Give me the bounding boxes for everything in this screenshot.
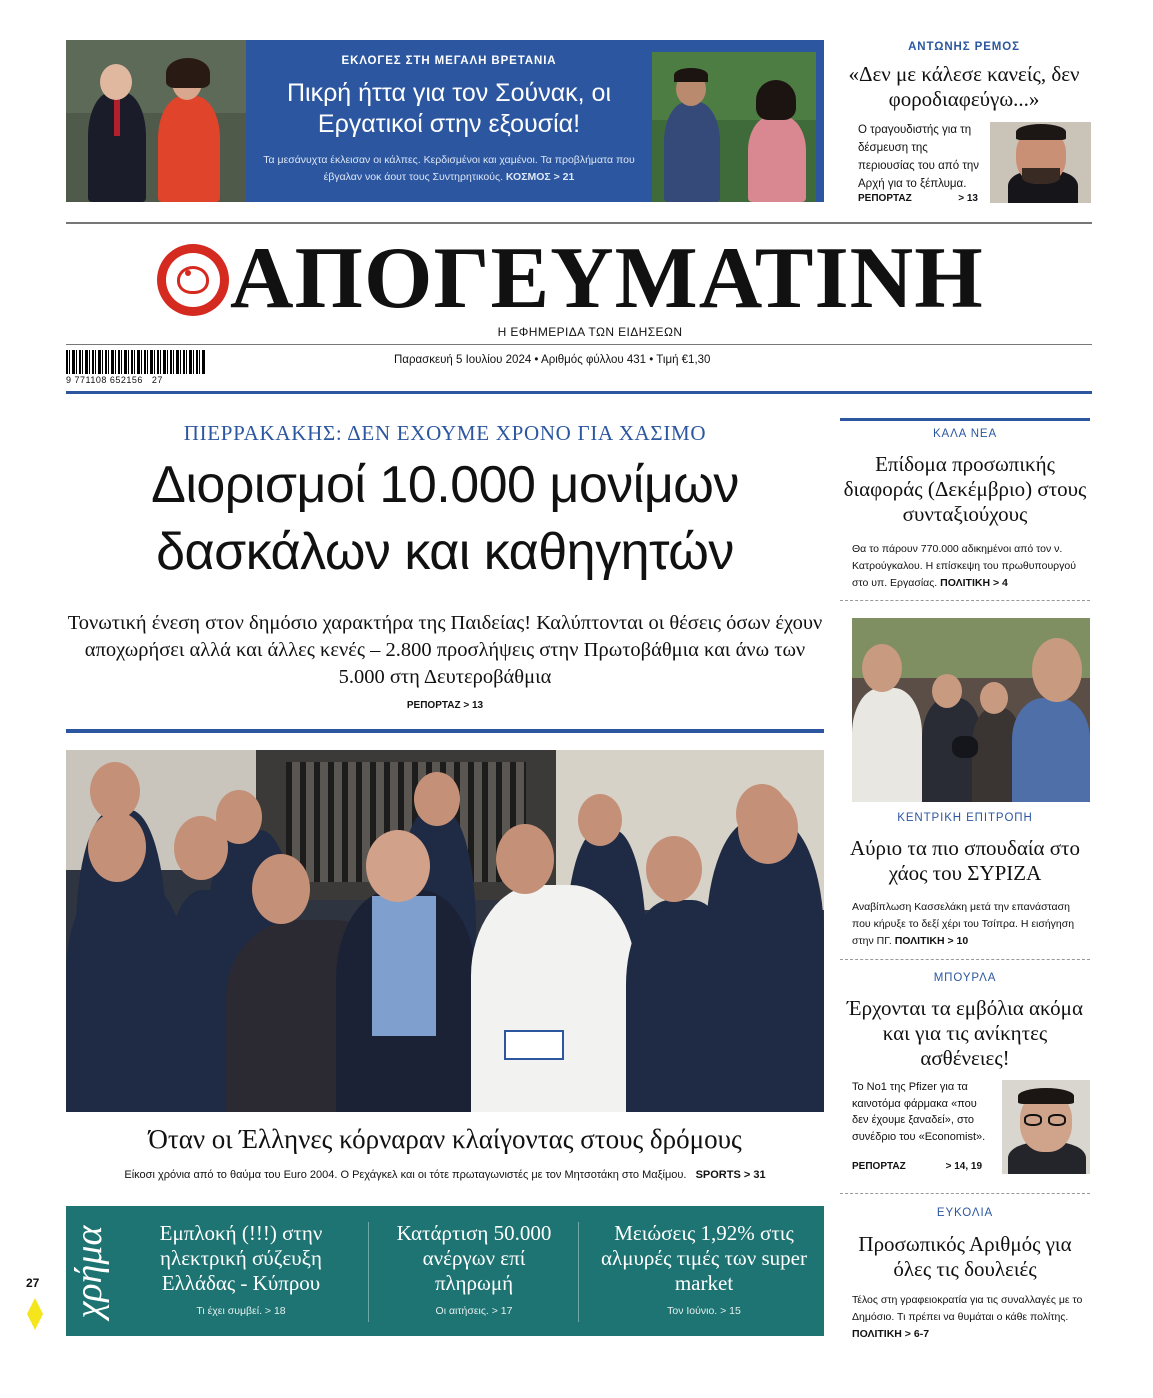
money-divider [368,1222,369,1322]
top-divider [66,222,1092,224]
money-item-ref: Τι έχει συμβεί. > 18 [196,1305,286,1317]
bourla-portrait-photo [1002,1080,1090,1174]
eykolia-summary [852,1292,1090,1343]
uk-election-deck [252,152,646,186]
barcode-addon: 27 [151,375,163,385]
euro2004-deck [66,1169,824,1181]
kala-nea-ref[interactable]: ΠΟΛΙΤΙΚΗ > 4 [940,577,1008,589]
money-item-ref: Οι αιτήσεις. > 17 [435,1305,513,1317]
remos-ref-page: > 13 [958,193,978,204]
issue-info: Παρασκευή 5 Ιουλίου 2024 • Αριθμός φύλλου 431 • Τιμή €1,30 [394,354,711,366]
masthead-blue-rule [66,391,1092,394]
bourla-summary: Το Νο1 της Pfizer για τα καινοτόμα φάρμακα «που δεν έχουμε ξαναδεί», στο συνέδριο του «Economist». [852,1081,986,1143]
lead-divider [66,729,824,733]
uk-election-ref[interactable]: ΚΟΣΜΟΣ > 21 [505,171,575,183]
starmer-couple-photo [66,40,246,202]
lead-ref[interactable]: ΡΕΠΟΡΤΑΖ > 13 [406,700,484,711]
eykolia-text: Τέλος στη γραφειοκρατία για τις συναλλαγές με το Δημόσιο. Τι πρέπει να θυμάται ο κάθε πολίτης. [852,1294,1083,1323]
lead-headline[interactable]: Διορισμοί 10.000 μονίμων δασκάλων και καθηγητών [151,456,739,581]
money-item-title: Κατάρτιση 50.000 ανέργων επί πληρωμή [396,1221,552,1295]
money-label-text: χρήμα [68,1225,110,1319]
kala-nea-summary [852,541,1090,592]
syriza-ref[interactable]: ΠΟΛΙΤΙΚΗ > 10 [894,935,969,947]
syriza-summary [852,899,1090,950]
right-column-divider [840,1193,1090,1194]
uk-election-banner[interactable] [66,40,824,202]
bourla-ref[interactable] [852,1161,982,1172]
kala-nea-text: Θα το πάρουν 770.000 αδικημένοι από τον ν. Κατρούγκαλου. Η επίσκεψη του πρωθυπουργού στο υπ. Εργασίας. [852,543,1076,589]
page-number: 27 [26,1276,40,1290]
money-item-title: Εμπλοκή (!!!) στην ηλεκτρική σύζευξη Ελλάδας - Κύπρου [159,1221,323,1295]
uk-election-kicker: ΕΚΛΟΓΕΣ ΣΤΗ ΜΕΓΑΛΗ ΒΡΕΤΑΝΙΑ [341,55,557,67]
remos-headline[interactable]: «Δεν με κάλεσε κανείς, δεν φοροδιαφεύγω...» [848,62,1080,111]
bourla-kicker: ΜΠΟΥΡΛΑ [933,972,997,984]
masthead-divider [66,344,1092,345]
kala-nea-headline[interactable]: Επίδομα προσωπικής διαφοράς (Δεκέμβριο) στους συνταξιούχους [843,452,1087,526]
remos-portrait-photo [990,122,1091,203]
money-item-ref: Τον Ιούνιο. > 15 [667,1305,741,1317]
kasselakis-press-photo [852,618,1090,802]
sunak-couple-photo [652,52,816,202]
remos-ref[interactable] [858,193,978,204]
money-item[interactable] [126,1206,356,1336]
owl-logo-icon [157,244,229,316]
euro2004-headline[interactable]: Όταν οι Έλληνες κόρναραν κλαίγοντας στους δρόμους [148,1124,742,1154]
eykolia-kicker: ΕΥΚΟΛΙΑ [936,1207,994,1219]
money-divider [578,1222,579,1322]
uk-election-headline[interactable]: Πικρή ήττα για τον Σούνακ, οι Εργατικοί στην εξουσία! [286,79,612,138]
lead-deck: Τονωτική ένεση στον δημόσιο χαρακτήρα της Παιδείας! Καλύπτονται οι θέσεις όσων έχουν αποχωρήσει αλλά και άλλες κενές – 2.800 προσλήψεις στην Πρωτοβάθμια και άνω των 5.000 στη Δευτεροβάθμια [67,612,823,688]
bourla-ref-page: > 14, 19 [945,1161,982,1172]
eykolia-ref[interactable]: ΠΟΛΙΤΙΚΗ > 6-7 [852,1328,930,1340]
yellow-diamond-marker [27,1298,43,1330]
money-section [66,1206,824,1336]
barcode [66,350,206,386]
remos-summary: Ο τραγουδιστής για τη δέσμευση της περιουσίας του από την Αρχή για το ξέπλυμα. [858,124,980,190]
syriza-headline[interactable]: Αύριο τα πιο σπουδαία στο χάος του ΣΥΡΙΖΑ [849,836,1080,885]
money-item[interactable] [384,1206,564,1336]
uk-election-deck-text: Τα μεσάνυχτα έκλεισαν οι κάλπες. Κερδισμένοι και χαμένοι. Τα προβλήματα που έβγαλαν νοκ άουτ τους Συντηρητικούς. [263,154,635,183]
money-item-title: Μειώσεις 1,92% στις αλμυρές τιμές των super market [601,1221,807,1295]
remos-ref-section: ΡΕΠΟΡΤΑΖ [858,193,912,204]
remos-kicker: ΑΝΤΩΝΗΣ ΡΕΜΟΣ [908,41,1020,53]
euro2004-ref[interactable]: SPORTS > 31 [695,1169,766,1181]
barcode-number [66,375,163,385]
newspaper-title[interactable]: ΑΠΟΓΕΥΜΑΤΙΝΗ [230,230,984,327]
barcode-bars [66,350,206,374]
kala-nea-kicker: ΚΑΛΑ ΝΕΑ [932,428,998,440]
bourla-ref-section: ΡΕΠΟΡΤΑΖ [852,1161,906,1172]
syriza-kicker: ΚΕΝΤΡΙΚΗ ΕΠΙΤΡΟΠΗ [897,812,1033,824]
barcode-digits: 9 771108 652156 [66,375,143,385]
money-item[interactable] [594,1206,814,1336]
syriza-text: Αναβίπλωση Κασσελάκη μετά την επανάσταση που κήρυξε το δεξί χέρι του Τσίπρα. Η εισήγηση στην ΠΓ. [852,901,1075,947]
money-section-label [66,1206,110,1336]
bourla-headline[interactable]: Έρχονται τα εμβόλια ακόμα και για τις ανίκητες ασθένειες! [847,996,1083,1070]
euro2004-team-photo [66,750,824,1112]
eykolia-headline[interactable]: Προσωπικός Αριθμός για όλες τις δουλειές [858,1232,1072,1281]
newspaper-tagline: Η ΕΦΗΜΕΡΙΔΑ ΤΩΝ ΕΙΔΗΣΕΩΝ [497,325,683,339]
right-column-rule [840,418,1090,421]
lead-kicker: ΠΙΕΡΡΑΚΑΚΗΣ: ΔΕΝ ΕΧΟΥΜΕ ΧΡΟΝΟ ΓΙΑ ΧΑΣΙΜΟ [183,421,707,445]
right-column-divider [840,959,1090,960]
euro2004-deck-text: Είκοσι χρόνια από το θαύμα του Euro 2004. Ο Ρεχάγκελ και οι τότε πρωταγωνιστές με τον Μητσοτάκη στο Μαξίμου. [124,1169,687,1181]
right-column-divider [840,600,1090,601]
